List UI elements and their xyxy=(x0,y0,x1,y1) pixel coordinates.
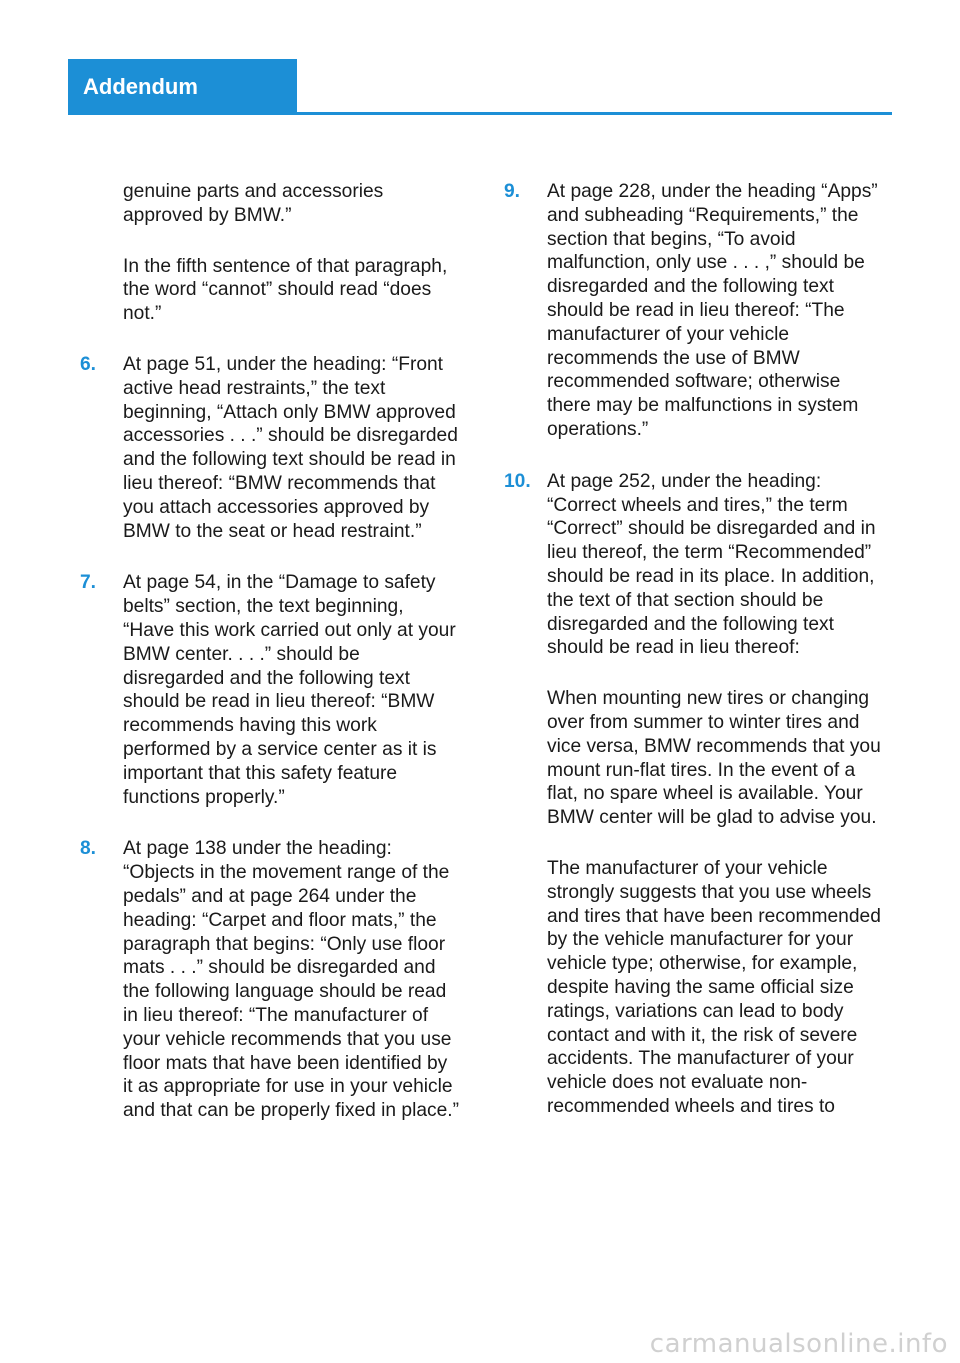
item-number: 8. xyxy=(80,838,97,860)
sub-paragraph: When mounting new tires or changing over from summer to winter tires and vice versa, BMW recommends that you mount run-flat tires. In the event of a flat, no spare wheel is available. Your BMW center will be glad to advise you. xyxy=(547,688,881,829)
item-text: At page 252, under the heading: “Correct wheels and tires,” the term “Correct” should be disregarded and in lieu thereof, the term “Recommended” should be read in its place. In addition, the text of that section should be disregarded and the following text should be read in lieu thereof: xyxy=(547,470,876,659)
item-text: At page 228, under the heading “Apps” and subheading “Requirements,” the section that begins, “To avoid malfunction, only use . . . ,” should be disregarded and the following text should be read in lieu thereof: “The manufacturer of your vehicle recommends the use of BMW recommended software; otherwise there may be malfunctions in system operations.” xyxy=(547,181,878,440)
item-number: 7. xyxy=(80,572,97,594)
item-number: 9. xyxy=(504,181,521,202)
section-header-tab xyxy=(68,59,297,114)
continued-paragraph: In the fifth sentence of that paragraph, the word “cannot” should read “does not.” xyxy=(123,255,448,325)
list-item xyxy=(80,571,460,809)
left-column xyxy=(80,180,460,1151)
list-item xyxy=(504,470,884,660)
list-item xyxy=(80,353,460,543)
item-number: 6. xyxy=(80,353,97,375)
item-number: 10. xyxy=(504,470,531,492)
watermark-text: carmanualsonline.info xyxy=(649,1329,948,1359)
right-column xyxy=(504,180,884,1146)
list-item xyxy=(80,837,460,1123)
header-divider xyxy=(68,112,892,115)
sub-paragraph: The manufacturer of your vehicle strongly suggests that you use wheels and tires that have been recommended by the vehicle manufacturer for your vehicle type; otherwise, for example, despite having the same official size ratings, variations can lead to body contact and with it, the risk of severe accidents. The manufacturer of your vehicle does not evaluate non-recommended wheels and tires to xyxy=(547,857,881,1117)
item-text: At page 51, under the heading: “Front active head restraints,” the text beginning, “Attach only BMW approved accessories . . .” should be disregarded and the following text should be read in lieu thereof: “BMW recommends that you attach accessories approved by BMW to the seat or head restraint.” xyxy=(123,353,458,542)
continued-paragraph: genuine parts and accessories approved by BMW.” xyxy=(123,181,384,226)
item-text: At page 54, in the “Damage to safety belts” section, the text beginning, “Have this work carried out only at your BMW center. . . .” should be disregarded and the following text should be read in lieu thereof: “BMW recommends having this work performed by a service center as it is important that this safety feature functions properly.” xyxy=(123,572,456,808)
list-item xyxy=(504,180,884,442)
item-text: At page 138 under the heading: “Objects in the movement range of the pedals” and at page 264 under the heading: “Carpet and floor mats,” the paragraph that begins: “Only use floor mats . . .” should be disregarded and the following language should be read in lieu thereof: “The manufacturer of your vehicle recommends that you use floor mats that have been identified by it as appropriate for use in your vehicle and that can be properly fixed in place.” xyxy=(123,838,459,1122)
section-title: Addendum xyxy=(83,74,198,99)
